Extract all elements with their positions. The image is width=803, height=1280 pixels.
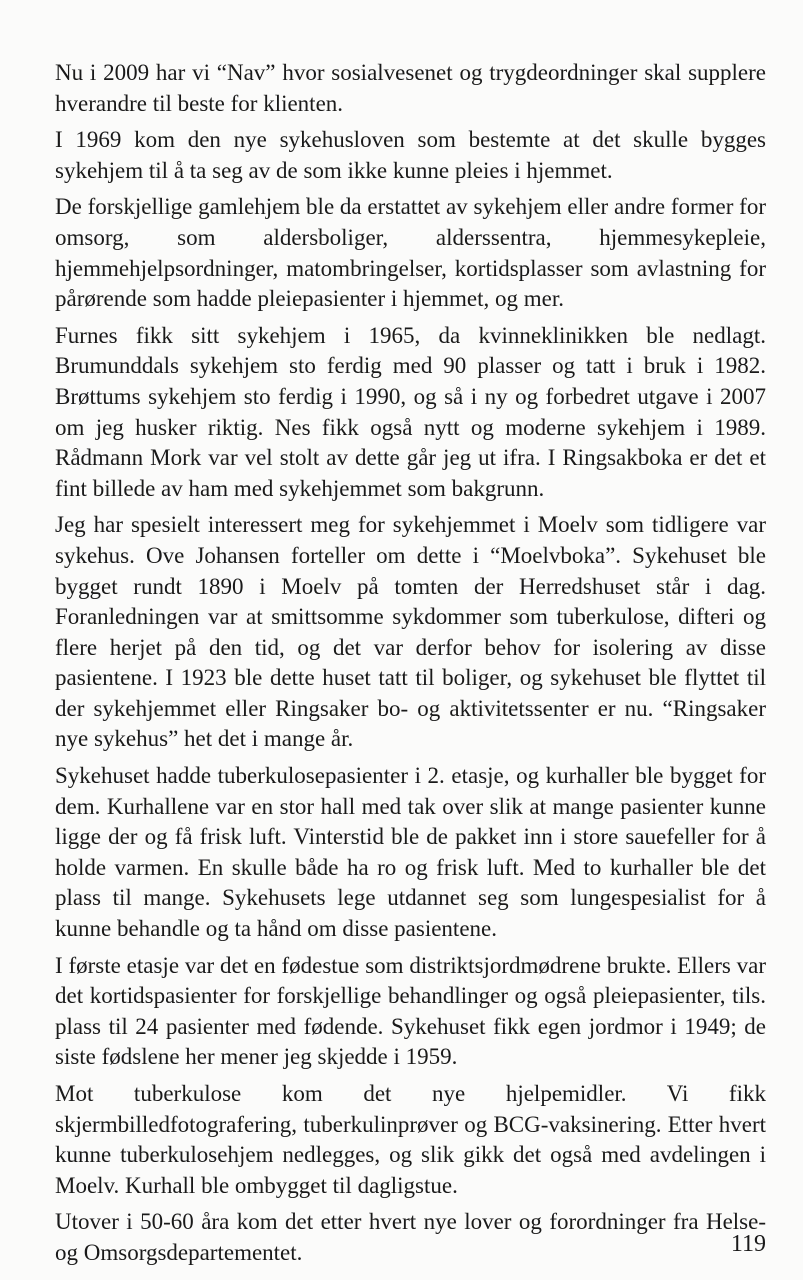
paragraph-7: I første etasje var det en fødestue som distriktsjordmødrene brukte. Ellers var det kortidspasienter for forskjellige behandlinger og også pleiepasienter, tils. plass til 24 pasienter med fødende. Sykehuset fikk egen jordmor i 1949; de siste fødslene her mener jeg skjedde i 1959. [55, 952, 766, 1070]
paragraph-3: De forskjellige gamlehjem ble da erstattet av sykehjem eller andre former for omsorg, som aldersboliger, alderssentra, hjemmesykepleie, hjemmehjelpsordninger, matombringelser, kortidsplasser som avlastning for pårørende som hadde pleiepasienter i hjemmet, og mer. [55, 194, 766, 312]
paragraph-9: Utover i 50-60 åra kom det etter hvert nye lover og forordninger fra Helse- og Omsorgsdepartementet. [55, 1209, 766, 1265]
paragraph-8: Mot tuberkulose kom det nye hjelpemidler. Vi fikk skjermbilledfotografering, tuberkulinprøver og BCG-vaksinering. Etter hvert kunne tuberkulosehjem nedlegges, og slik gikk det også med avdelingen i Moelv. Kurhall ble ombygget til dagligstue. [55, 1081, 766, 1198]
body-text [55, 58, 766, 1275]
paragraph-4: Furnes fikk sitt sykehjem i 1965, da kvinneklinikken ble nedlagt. Brumunddals sykehjem sto ferdig med 90 plasser og tatt i bruk i 1982. Brøttums sykehjem sto ferdig i 1990, og så i ny og forbedret utgave i 2007 om jeg husker riktig. Nes fikk også nytt og moderne sykehjem i 1989. Rådmann Mork var vel stolt av dette går jeg ut ifra. I Ringsakboka er det et fint billede av ham med sykehjemmet som bakgrunn. [55, 322, 766, 501]
paragraph-6: Sykehuset hadde tuberkulosepasienter i 2. etasje, og kurhaller ble bygget for dem. Kurhallene var en stor hall med tak over slik at mange pasienter kunne ligge der og få frisk luft. Vinterstid ble de pakket inn i store sauefeller for å holde varmen. En skulle både ha ro og frisk luft. Med to kurhaller ble det plass til mange. Sykehusets lege utdannet seg som lungespesialist for å kunne behandle og ta hånd om disse pasientene. [55, 763, 766, 942]
paragraph-2: I 1969 kom den nye sykehusloven som bestemte at det skulle bygges sykehjem til å ta seg av de som ikke kunne pleies i hjemmet. [55, 127, 766, 183]
paragraph-1: Nu i 2009 har vi “Nav” hvor sosialvesenet og trygdeordninger skal supplere hverandre til beste for klienten. [55, 60, 766, 116]
page-number: 119 [730, 1231, 766, 1257]
paragraph-5: Jeg har spesielt interessert meg for sykehjemmet i Moelv som tidligere var sykehus. Ove Johansen forteller om dette i “Moelvboka”. Sykehuset ble bygget rundt 1890 i Moelv på tomten der Herredshuset står i dag. Foranledningen var at smittsomme sykdommer som tuberkulose, difteri og flere herjet på den tid, og det var derfor behov for isolering av disse pasientene. I 1923 ble dette huset tatt til boliger, og sykehuset ble flyttet til der sykehjemmet eller Ringsaker bo- og aktivitetssenter er nu. “Ringsaker nye sykehus” het det i mange år. [55, 512, 766, 752]
